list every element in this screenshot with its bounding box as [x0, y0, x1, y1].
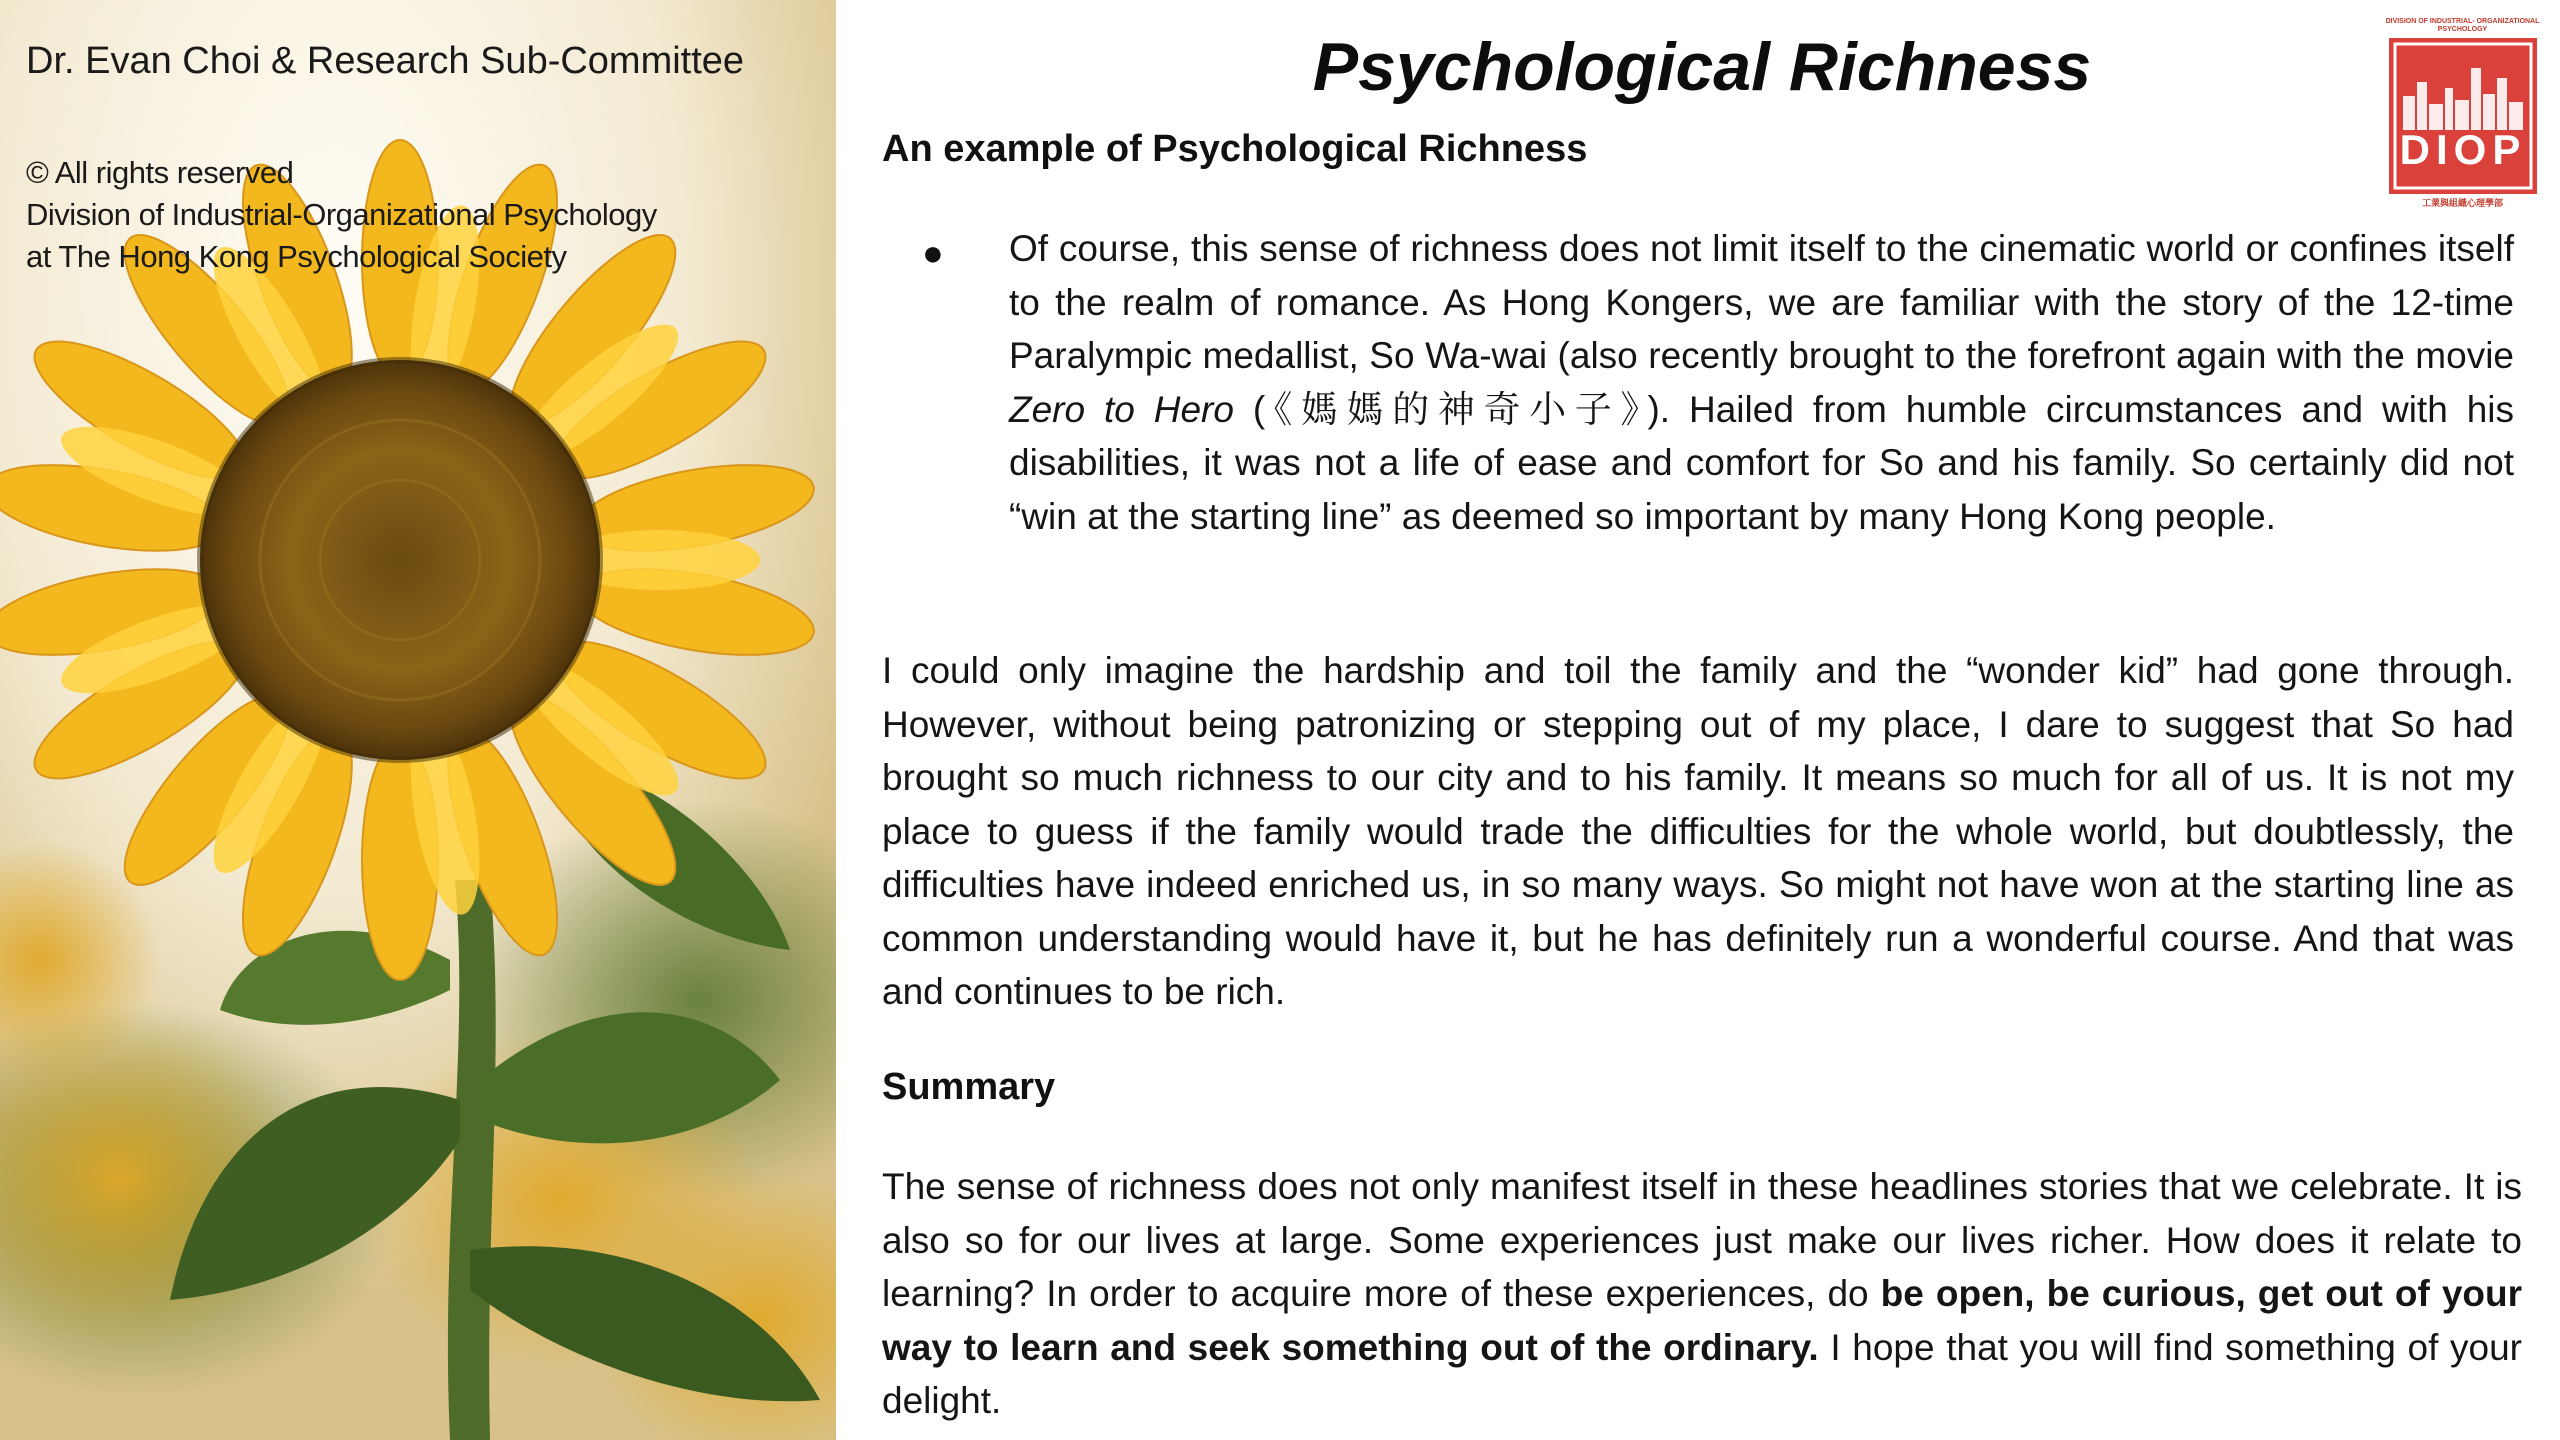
- summary-paragraph: [882, 1160, 2522, 1428]
- summary-text-part-1: The sense of richness does not only manifest itself in these headlines stories that we celebrate. It is also so for our lives at large. Some experiences just make our lives richer. How does it relate to learning? In order to acquire more of these experiences, do: [882, 1166, 2522, 1314]
- logo-abbreviation: DIOP: [2399, 126, 2527, 173]
- organization-line-2: at The Hong Kong Psychological Society: [26, 239, 567, 274]
- body-paragraph: I could only imagine the hardship and toil the family and the “wonder kid” had gone through. However, without being patronizing or stepping out of my place, I dare to suggest that So had brought so much richness to our city and to his family. It means so much for all of us. It is not my place to guess if the family would trade the difficulties for the whole world, but doubtlessly, the difficulties have indeed enriched us, in so many ways. So might not have won at the starting line as common understanding would have it, but he has definitely run a wonderful course. And that was and continues to be rich.: [882, 650, 2514, 1012]
- summary-text-part-2: I hope that you will find something of your delight.: [882, 1326, 2522, 1421]
- logo-chinese-text: 工業與組織心理學部: [2421, 198, 2503, 208]
- copyright-block: [26, 152, 657, 278]
- rights-reserved-text: © All rights reserved: [26, 155, 294, 190]
- author-credit: Dr. Evan Choi & Research Sub-Committee: [26, 40, 745, 82]
- bullet-text-part-1: Of course, this sense of richness does not limit itself to the cinematic world or confines itself to the realm of romance. As Hong Kongers, we are familiar with the story of the 12-time Paralympic medallist, So Wa-wai (also recently brought to the forefront again with the movie: [1009, 228, 2514, 376]
- example-heading: An example of Psychological Richness: [882, 128, 1588, 170]
- bullet-text-part-2: (《媽媽的神奇小子》). Hailed from humble circumstances and with his disabilities, it was not a life of ease and comfort for So and his family. So certainly did not “win at the starting line” as deemed so important by many Hong Kong people.: [1009, 388, 2514, 537]
- diop-logo: [2385, 18, 2540, 208]
- sunflower-photo-panel: [0, 0, 836, 1440]
- logo-division-text: DIVISION OF INDUSTRIAL- ORGANIZATIONAL PSYCHOLOGY: [2385, 18, 2540, 33]
- page-title: Psychological Richness: [1312, 29, 2092, 105]
- organization-line-1: Division of Industrial-Organizational Psychology: [26, 197, 657, 232]
- summary-heading: Summary: [882, 1066, 1056, 1108]
- bullet-icon: ●: [922, 232, 944, 273]
- bullet-paragraph: [1009, 222, 2514, 543]
- movie-title: Zero to Hero: [1009, 388, 1234, 430]
- summary-emphasis: be open, be curious, get out of your way to learn and seek something out of the ordinary.: [882, 1273, 2522, 1368]
- article-content: [882, 0, 2522, 1440]
